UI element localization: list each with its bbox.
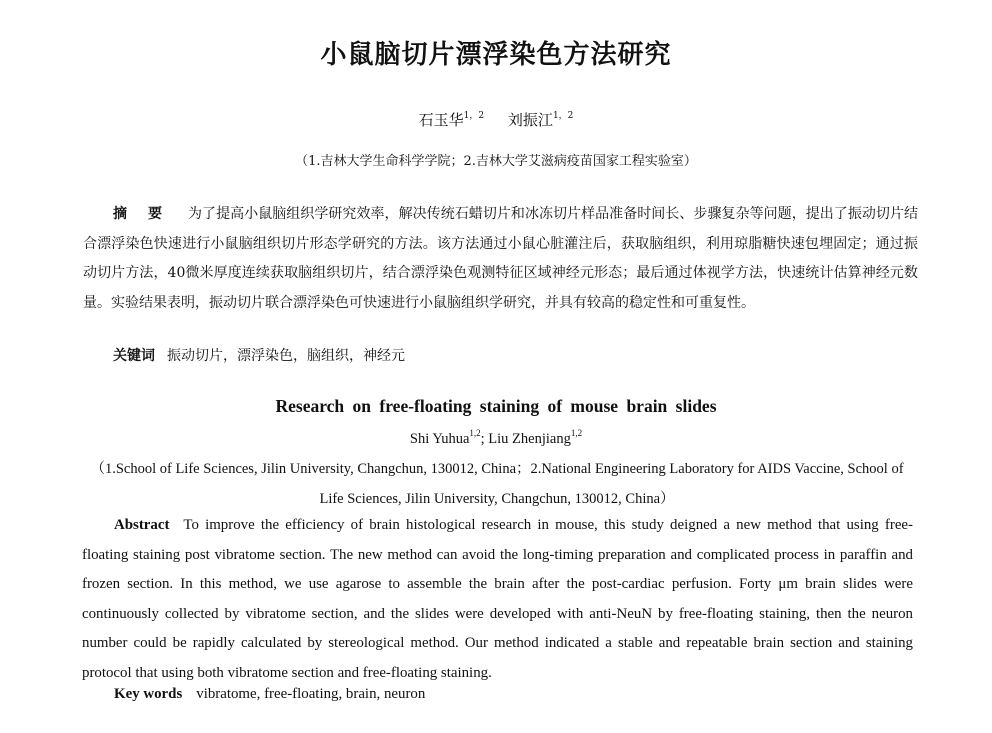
author-affiliation-mark: 1,2: [570, 428, 583, 438]
author-affiliation-mark: 1，2: [463, 111, 485, 121]
affiliation-zh: （1.吉林大学生命科学学院；2.吉林大学艾滋病疫苗国家工程实验室）: [295, 154, 697, 169]
paper-title-zh: 小鼠脑切片漂浮染色方法研究: [320, 40, 672, 70]
author-affiliation-mark: 1，2: [552, 111, 574, 121]
keywords-en: [114, 686, 425, 703]
keywords-label-en: Key words: [114, 686, 183, 702]
authors-en: [0, 428, 992, 448]
keywords-zh: [113, 345, 405, 365]
author-name: Liu Zhenjiang: [488, 431, 571, 447]
abstract-label-zh: 摘 要: [113, 206, 170, 222]
author-name: Shi Yuhua: [409, 431, 470, 447]
keywords-label-zh: 关键词: [113, 348, 155, 364]
affiliation-en: （1.School of Life Sciences, Jilin University, Changchun, 130012, China；2.National Engineering Laboratory for AIDS Vaccine, School of Life Sciences, Jilin University, Changchun, 130012, China）: [90, 461, 904, 507]
author-name: 刘振江: [507, 111, 553, 129]
keywords-text-en: vibratome, free-floating, brain, neuron: [196, 686, 426, 702]
paper-title-en: Research on free-floating staining of mouse brain slides: [275, 396, 717, 416]
abstract-text-en: To improve the efficiency of brain histological research in mouse, this study deigned a new method that using free-floating staining post vibratome section. The new method can avoid the long-timing preparation and complicated process in paraffin and frozen section. In this method, we use agarose to assemble the brain after the post-cardiac perfusion. Forty μm brain slides were continuously collected by vibratome section, and the slides were developed with anti-NeuN by free-floating staining, then the neuron number could be rapidly calculated by stereological method. Our method indicated a stable and repeatable brain section and staining protocol that using both vibratome section and free-floating staining.: [82, 517, 913, 681]
author-name: 石玉华: [418, 111, 464, 129]
keywords-text-zh: 振动切片，漂浮染色，脑组织，神经元: [167, 348, 405, 364]
author-affiliation-mark: 1,2: [469, 428, 481, 438]
abstract-text-zh: 为了提高小鼠脑组织学研究效率，解决传统石蜡切片和冰冻切片样品准备时间长、步骤复杂等问题，提出了振动切片结合漂浮染色快速进行小鼠脑组织切片形态学研究的方法。该方法通过小鼠心脏灌注后，获取脑组织，利用琼脂糖快速包埋固定；通过振动切片方法，40微米厚度连续获取脑组织切片，结合漂浮染色观测特征区域神经元形态；最后通过体视学方法，快速统计估算神经元数量。实验结果表明，振动切片联合漂浮染色可快速进行小鼠脑组织学研究，并具有较高的稳定性和可重复性。: [83, 206, 919, 311]
abstract-zh: [83, 200, 918, 318]
authors-zh: [0, 108, 992, 130]
abstract-label-en: Abstract: [114, 517, 170, 533]
abstract-en: [82, 511, 913, 688]
author-separator: ;: [480, 431, 489, 447]
